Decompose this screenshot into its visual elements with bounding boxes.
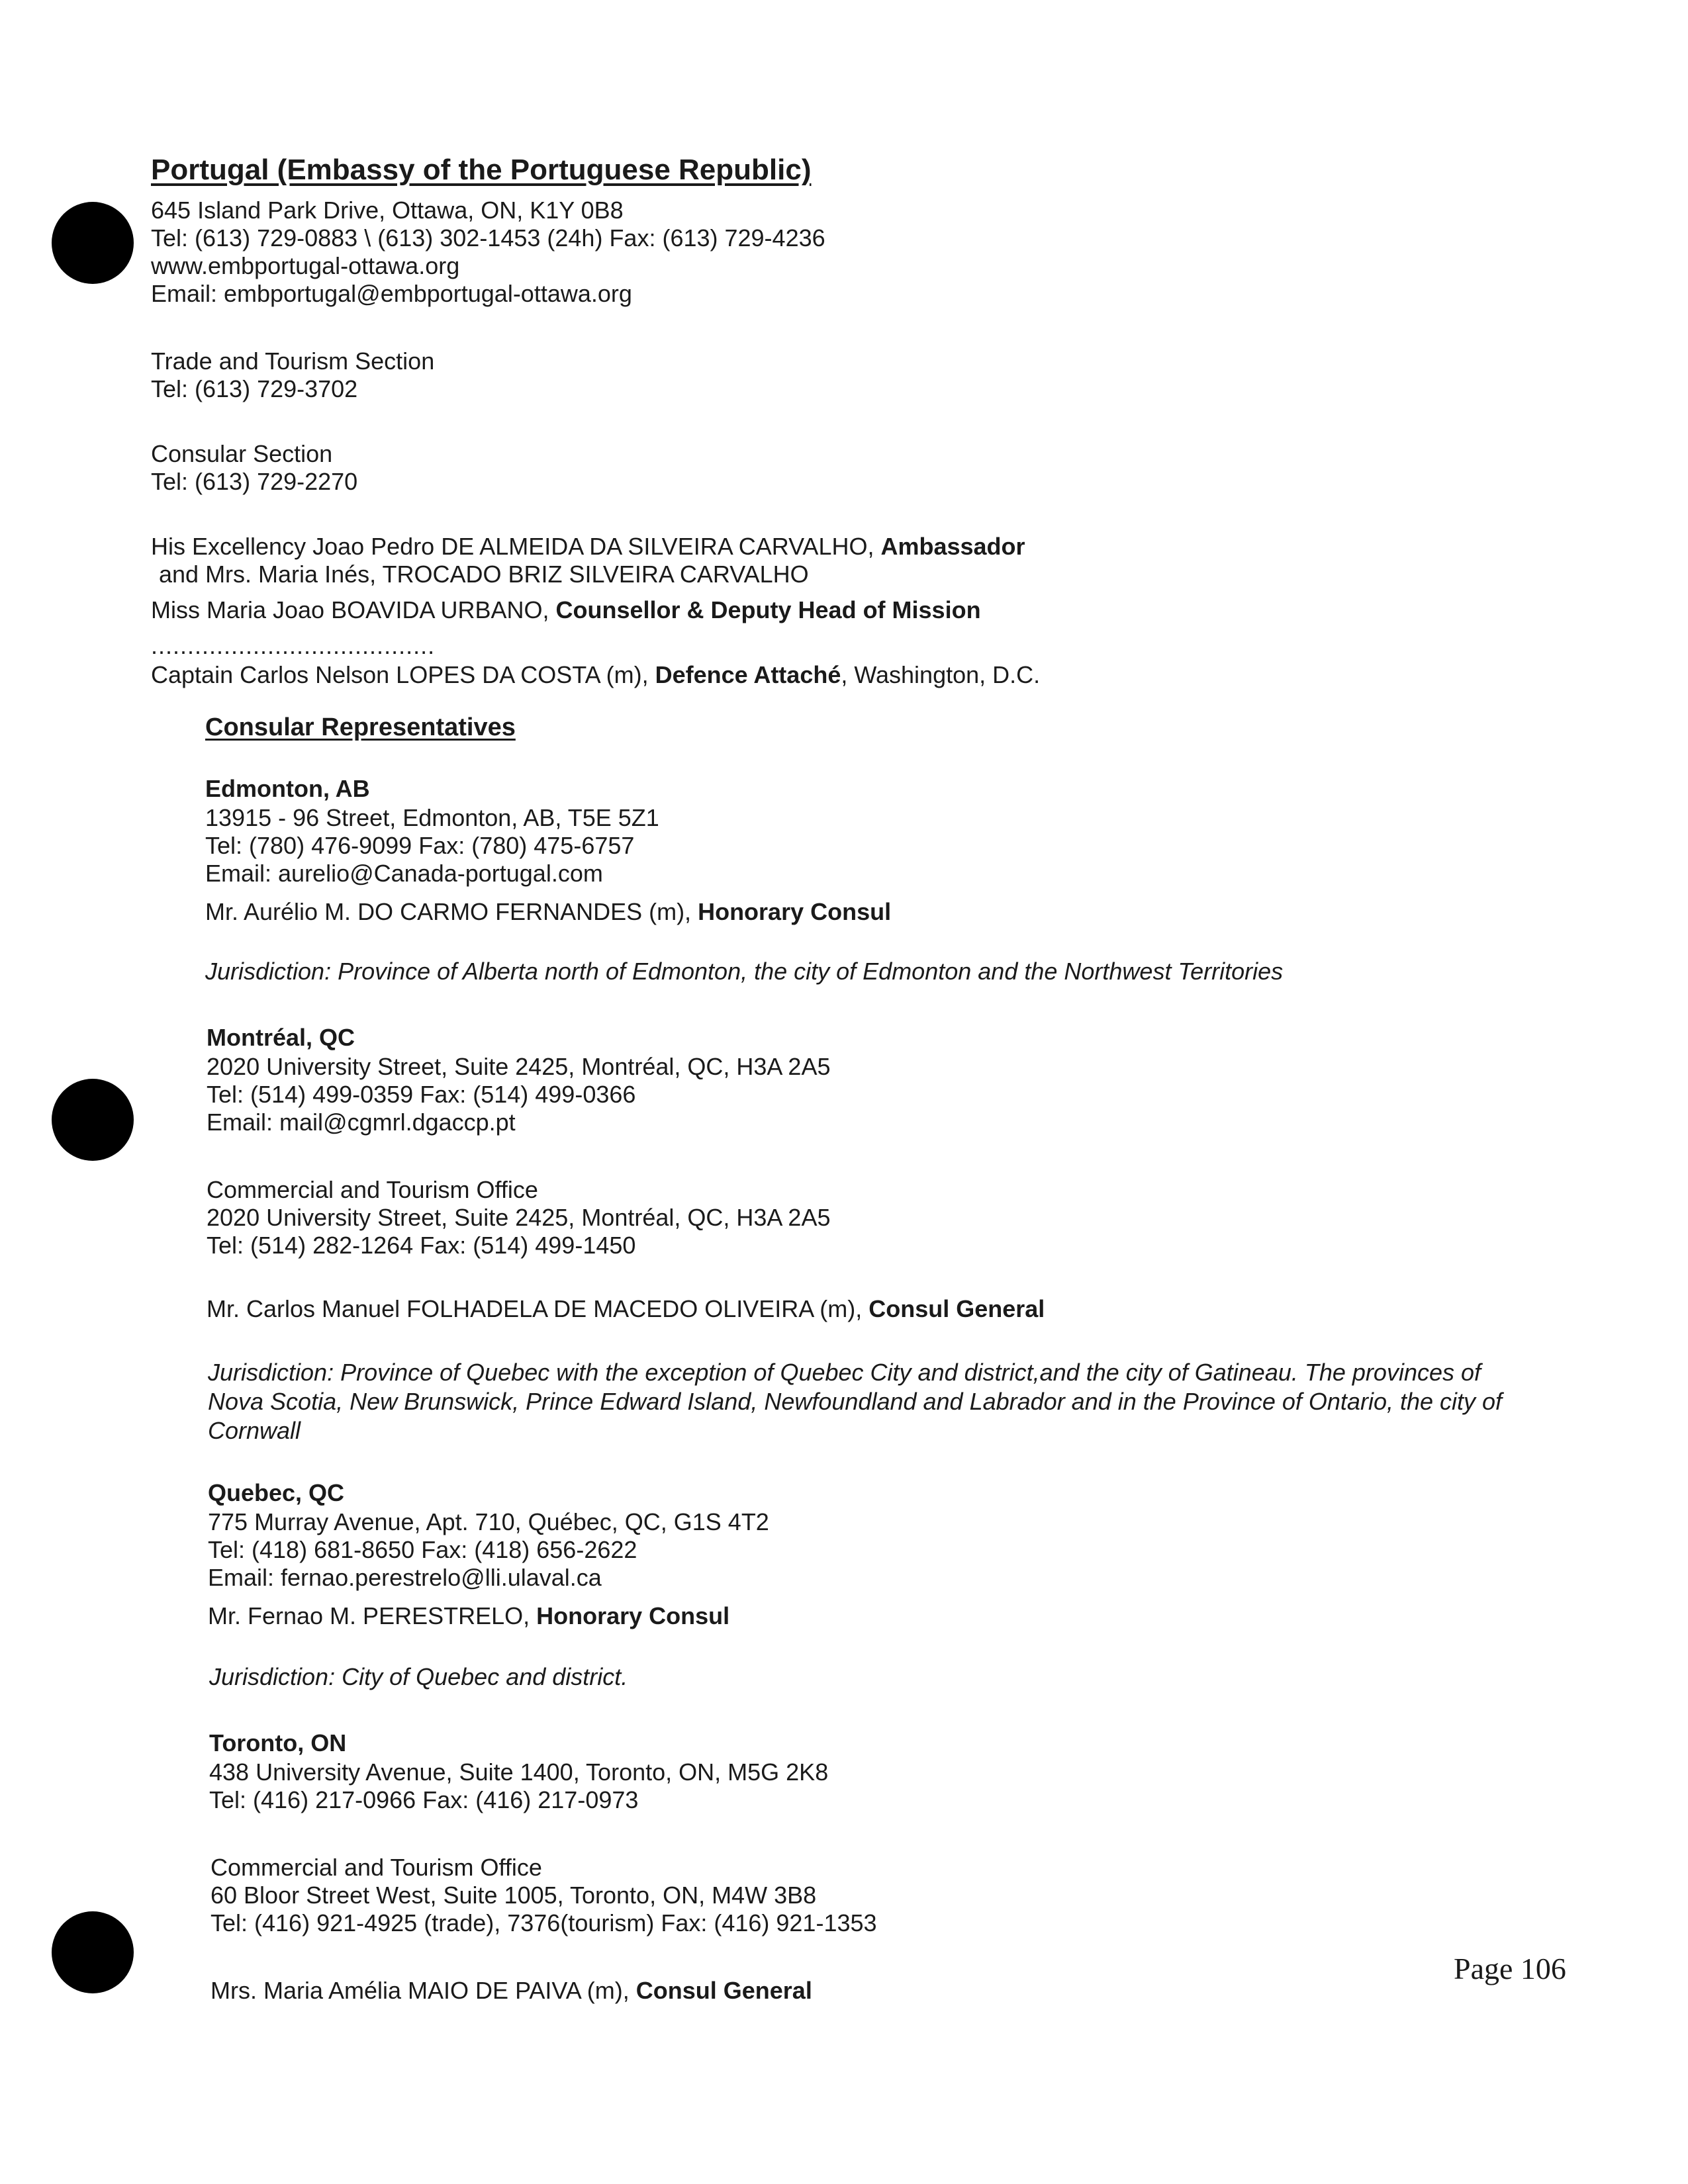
montreal-office-tel: Tel: (514) 282-1264 Fax: (514) 499-1450 [207,1232,636,1259]
ambassador-title: Ambassador [880,533,1025,560]
quebec-person-line [208,1602,729,1631]
quebec-role: Honorary Consul [536,1602,730,1629]
toronto-office-tel: Tel: (416) 921-4925 (trade), 7376(tourism) Fax: (416) 921-1353 [211,1909,877,1936]
punch-hole-middle [52,1079,134,1161]
counsellor-title: Counsellor & Deputy Head of Mission [555,596,981,623]
toronto-role: Consul General [635,1977,812,2004]
embassy-tel: Tel: (613) 729-0883 \ (613) 302-1453 (24h) Fax: (613) 729-4236 [151,224,825,251]
edmonton-email: Email: aurelio@Canada-portugal.com [205,860,603,887]
edmonton-jurisdiction: Jurisdiction: Province of Alberta north of Edmonton, the city of Edmonton and the Northwest Territories [205,958,1284,985]
montreal-office: Commercial and Tourism Office [207,1176,538,1203]
punch-hole-top [52,202,134,284]
embassy-email: Email: embportugal@embportugal-ottawa.org [151,280,632,307]
quebec-city: Quebec, QC [208,1479,345,1506]
embassy-address: 645 Island Park Drive, Ottawa, ON, K1Y 0B8 [151,197,624,224]
montreal-email: Email: mail@cgmrl.dgaccp.pt [207,1109,516,1136]
separator-dots: ....................................... [151,632,436,659]
punch-hole-bottom [52,1911,134,1993]
page-number: Page 106 [1454,1952,1566,1985]
toronto-person-line [211,1976,812,2005]
counsellor-line [151,596,981,625]
quebec-tel: Tel: (418) 681-8650 Fax: (418) 656-2622 [208,1536,637,1563]
montreal-tel: Tel: (514) 499-0359 Fax: (514) 499-0366 [207,1081,636,1108]
ambassador-spouse: and Mrs. Maria Inés, TROCADO BRIZ SILVEIRA CARVALHO [159,561,809,588]
toronto-tel: Tel: (416) 217-0966 Fax: (416) 217-0973 [209,1786,639,1813]
trade-section-name: Trade and Tourism Section [151,347,435,375]
toronto-city: Toronto, ON [209,1729,347,1756]
quebec-person: Mr. Fernao M. PERESTRELO, [208,1602,537,1629]
montreal-city: Montréal, QC [207,1024,355,1051]
quebec-address: 775 Murray Avenue, Apt. 710, Québec, QC, G1S 4T2 [208,1508,769,1535]
trade-section-tel: Tel: (613) 729-3702 [151,375,358,402]
edmonton-tel: Tel: (780) 476-9099 Fax: (780) 475-6757 [205,832,635,859]
ambassador-line [151,532,1025,561]
edmonton-city: Edmonton, AB [205,775,370,802]
ambassador-name: His Excellency Joao Pedro DE ALMEIDA DA SILVEIRA CARVALHO, [151,533,881,560]
embassy-title: Portugal (Embassy of the Portuguese Republic) [151,154,812,186]
counsellor-name: Miss Maria Joao BOAVIDA URBANO, [151,596,556,623]
toronto-office: Commercial and Tourism Office [211,1854,542,1881]
edmonton-person-line [205,897,891,927]
defence-title: Defence Attaché [655,661,841,688]
defence-line [151,660,1040,690]
montreal-role: Consul General [868,1295,1045,1322]
montreal-address: 2020 University Street, Suite 2425, Montréal, QC, H3A 2A5 [207,1053,831,1080]
quebec-email: Email: fernao.perestrelo@lli.ulaval.ca [208,1564,602,1591]
consular-reps-heading: Consular Representatives [205,713,516,741]
montreal-person-line [207,1295,1045,1324]
quebec-jurisdiction: Jurisdiction: City of Quebec and district. [209,1663,628,1690]
edmonton-role: Honorary Consul [698,898,892,925]
defence-place: , Washington, D.C. [841,661,1041,688]
consular-section-name: Consular Section [151,440,333,467]
toronto-office-address: 60 Bloor Street West, Suite 1005, Toronto, ON, M4W 3B8 [211,1882,817,1909]
consular-section-tel: Tel: (613) 729-2270 [151,468,358,495]
toronto-person: Mrs. Maria Amélia MAIO DE PAIVA (m), [211,1977,636,2004]
edmonton-address: 13915 - 96 Street, Edmonton, AB, T5E 5Z1 [205,804,659,831]
montreal-jurisdiction: Jurisdiction: Province of Quebec with the exception of Quebec City and district,and the city of Gatineau. The provinces of Nova Scotia, New Brunswick, Prince Edward Island, Newfoundland and Labrador and in the Province of Ontario, the city of Cornwall [208,1359,1503,1444]
montreal-person: Mr. Carlos Manuel FOLHADELA DE MACEDO OLIVEIRA (m), [207,1295,869,1322]
montreal-office-address: 2020 University Street, Suite 2425, Montréal, QC, H3A 2A5 [207,1204,831,1231]
embassy-website: www.embportugal-ottawa.org [151,252,460,279]
defence-name: Captain Carlos Nelson LOPES DA COSTA (m), [151,661,655,688]
toronto-address: 438 University Avenue, Suite 1400, Toronto, ON, M5G 2K8 [209,1758,829,1786]
edmonton-person: Mr. Aurélio M. DO CARMO FERNANDES (m), [205,898,698,925]
